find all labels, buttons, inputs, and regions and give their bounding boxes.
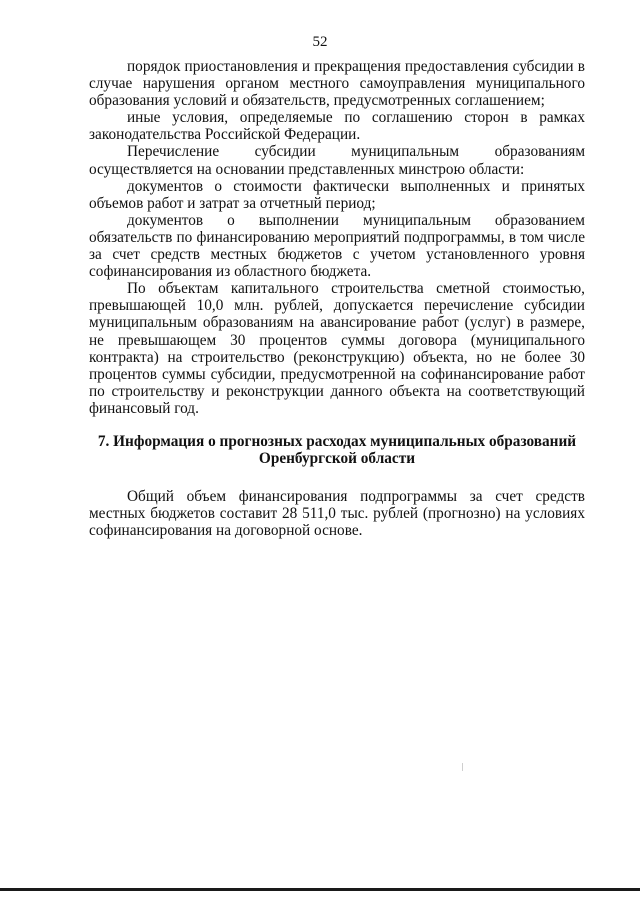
paragraph: Перечисление субсидии муниципальным образованиям осуществляется на основании представленных минстрою области: [89,143,585,178]
page-number: 52 [312,34,328,50]
section-heading-line-2: Оренбургской области [258,450,416,468]
section-heading-line-1: 7. Информация о прогнозных расходах муниципальных образований [97,432,577,450]
paragraph: порядок приостановления и прекращения предоставления субсидии в случае нарушения органом местного самоуправления муниципального образования условий и обязательств, предусмотренных соглашением; [89,58,585,110]
paragraph: По объектам капитального строительства сметной стоимостью, превышающей 10,0 млн. рублей, допускается перечисление субсидии муниципальным образованиям на авансирование работ (услуг) в размере, не превышающем 30 процентов суммы договора (муниципального контракта) на строительство (реконструкцию) объекта, но не более 30 процентов суммы субсидии, предусмотренной на софинансирование работ по строительству и реконструкции данного объекта на соответствующий финансовый год. [89,280,585,417]
section-heading [89,433,585,467]
paragraph: Общий объем финансирования подпрограммы за счет средств местных бюджетов составит 28 511,0 тыс. рублей (прогнозно) на условиях софинансирования на договорной основе. [89,488,585,540]
paragraph: документов о стоимости фактически выполненных и принятых объемов работ и затрат за отчетный период; [89,177,585,212]
paragraph: иные условия, определяемые по соглашению сторон в рамках законодательства Российской Федерации. [89,109,585,144]
document-body [89,58,585,539]
spacer [89,467,585,488]
scan-artifact [462,763,463,771]
paragraph: документов о выполнении муниципальным образованием обязательств по финансированию мероприятий подпрограммы, в том числе за счет средств местных бюджетов с учетом установленного уровня софинансирования из областного бюджета. [89,211,585,281]
bottom-rule [0,888,640,891]
